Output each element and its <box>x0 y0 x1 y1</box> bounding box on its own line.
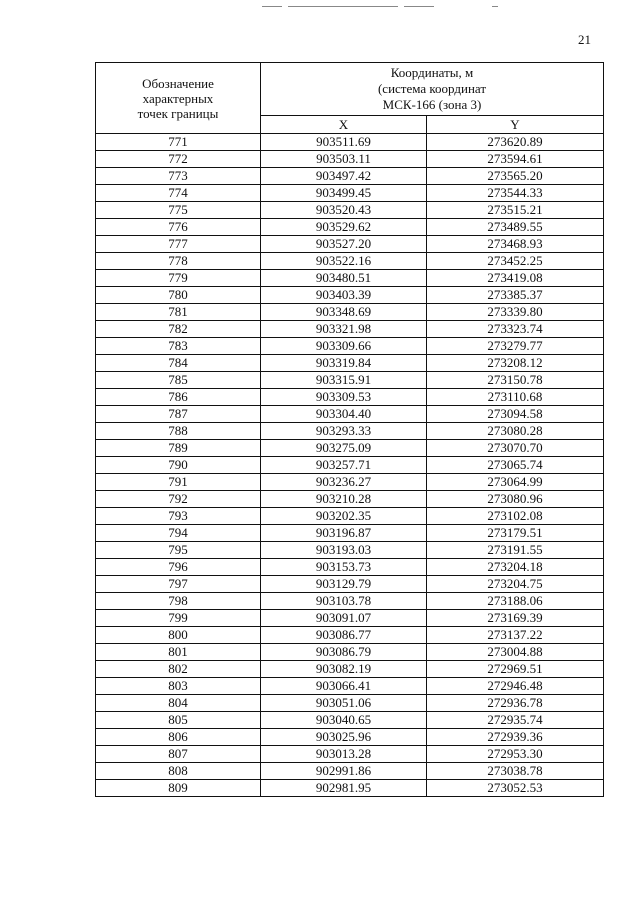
table-row <box>96 542 604 559</box>
table-row <box>96 440 604 457</box>
y-coordinate-cell: 273064.99 <box>427 474 604 491</box>
table-row <box>96 729 604 746</box>
point-id-cell: 798 <box>96 593 261 610</box>
table-row <box>96 525 604 542</box>
y-coordinate-cell: 273102.08 <box>427 508 604 525</box>
x-coordinate-cell: 903040.65 <box>261 712 427 729</box>
point-id-cell: 803 <box>96 678 261 695</box>
table-row <box>96 185 604 202</box>
table-row <box>96 678 604 695</box>
table-row <box>96 491 604 508</box>
y-coordinate-cell: 273204.18 <box>427 559 604 576</box>
table-row <box>96 321 604 338</box>
x-coordinate-cell: 903348.69 <box>261 304 427 321</box>
y-coordinate-cell: 273594.61 <box>427 151 604 168</box>
table-row <box>96 695 604 712</box>
table-row <box>96 372 604 389</box>
table-row <box>96 661 604 678</box>
x-coordinate-cell: 902991.86 <box>261 763 427 780</box>
table-row <box>96 559 604 576</box>
x-coordinate-cell: 903091.07 <box>261 610 427 627</box>
x-coordinate-cell: 903503.11 <box>261 151 427 168</box>
y-coordinate-cell: 273137.22 <box>427 627 604 644</box>
x-coordinate-cell: 903210.28 <box>261 491 427 508</box>
x-coordinate-cell: 903196.87 <box>261 525 427 542</box>
y-coordinate-cell: 273188.06 <box>427 593 604 610</box>
y-coordinate-cell: 273208.12 <box>427 355 604 372</box>
point-id-cell: 802 <box>96 661 261 678</box>
point-id-cell: 778 <box>96 253 261 270</box>
y-coordinate-cell: 272969.51 <box>427 661 604 678</box>
x-coordinate-cell: 903086.77 <box>261 627 427 644</box>
table-body <box>96 134 604 797</box>
y-coordinate-cell: 273385.37 <box>427 287 604 304</box>
x-coordinate-cell: 903321.98 <box>261 321 427 338</box>
table-row <box>96 474 604 491</box>
point-id-cell: 807 <box>96 746 261 763</box>
y-coordinate-cell: 273070.70 <box>427 440 604 457</box>
table-row <box>96 457 604 474</box>
point-id-cell: 799 <box>96 610 261 627</box>
table-row <box>96 355 604 372</box>
table-row <box>96 423 604 440</box>
x-coordinate-cell: 903522.16 <box>261 253 427 270</box>
x-coordinate-cell: 903086.79 <box>261 644 427 661</box>
scan-artifact-line <box>262 6 282 7</box>
table-row <box>96 593 604 610</box>
y-coordinate-cell: 273468.93 <box>427 236 604 253</box>
table-row <box>96 236 604 253</box>
x-coordinate-cell: 902981.95 <box>261 780 427 797</box>
y-coordinate-cell: 273110.68 <box>427 389 604 406</box>
y-coordinate-cell: 273052.53 <box>427 780 604 797</box>
point-id-cell: 800 <box>96 627 261 644</box>
x-coordinate-cell: 903499.45 <box>261 185 427 202</box>
x-coordinate-cell: 903236.27 <box>261 474 427 491</box>
point-id-cell: 795 <box>96 542 261 559</box>
point-id-cell: 777 <box>96 236 261 253</box>
table-row <box>96 763 604 780</box>
point-id-cell: 772 <box>96 151 261 168</box>
point-id-cell: 789 <box>96 440 261 457</box>
point-id-cell: 783 <box>96 338 261 355</box>
x-coordinate-cell: 903304.40 <box>261 406 427 423</box>
y-coordinate-cell: 273339.80 <box>427 304 604 321</box>
x-coordinate-cell: 903066.41 <box>261 678 427 695</box>
point-id-cell: 788 <box>96 423 261 440</box>
y-coordinate-cell: 273094.58 <box>427 406 604 423</box>
point-id-cell: 779 <box>96 270 261 287</box>
y-coordinate-cell: 273620.89 <box>427 134 604 151</box>
y-coordinate-cell: 273169.39 <box>427 610 604 627</box>
point-id-cell: 780 <box>96 287 261 304</box>
x-coordinate-cell: 903315.91 <box>261 372 427 389</box>
table-row <box>96 508 604 525</box>
x-coordinate-cell: 903129.79 <box>261 576 427 593</box>
header-x: X <box>261 116 427 134</box>
point-id-cell: 771 <box>96 134 261 151</box>
point-id-cell: 774 <box>96 185 261 202</box>
x-coordinate-cell: 903025.96 <box>261 729 427 746</box>
table-row <box>96 287 604 304</box>
x-coordinate-cell: 903103.78 <box>261 593 427 610</box>
scan-artifact-line <box>404 6 434 7</box>
y-coordinate-cell: 272935.74 <box>427 712 604 729</box>
table-row <box>96 253 604 270</box>
header-point-designation: Обозначение характерных точек границы <box>96 63 261 134</box>
point-id-cell: 787 <box>96 406 261 423</box>
y-coordinate-cell: 273323.74 <box>427 321 604 338</box>
y-coordinate-cell: 273065.74 <box>427 457 604 474</box>
y-coordinate-cell: 273544.33 <box>427 185 604 202</box>
point-id-cell: 793 <box>96 508 261 525</box>
x-coordinate-cell: 903511.69 <box>261 134 427 151</box>
point-id-cell: 776 <box>96 219 261 236</box>
point-id-cell: 786 <box>96 389 261 406</box>
table-row <box>96 406 604 423</box>
x-coordinate-cell: 903529.62 <box>261 219 427 236</box>
x-coordinate-cell: 903309.53 <box>261 389 427 406</box>
point-id-cell: 801 <box>96 644 261 661</box>
table-row <box>96 304 604 321</box>
header-coordinates: Координаты, м (система координат МСК-166 (зона 3) <box>261 63 604 116</box>
x-coordinate-cell: 903193.03 <box>261 542 427 559</box>
y-coordinate-cell: 273489.55 <box>427 219 604 236</box>
table-row <box>96 168 604 185</box>
y-coordinate-cell: 273038.78 <box>427 763 604 780</box>
y-coordinate-cell: 273452.25 <box>427 253 604 270</box>
x-coordinate-cell: 903480.51 <box>261 270 427 287</box>
table-row <box>96 202 604 219</box>
y-coordinate-cell: 273419.08 <box>427 270 604 287</box>
point-id-cell: 806 <box>96 729 261 746</box>
y-coordinate-cell: 272936.78 <box>427 695 604 712</box>
x-coordinate-cell: 903202.35 <box>261 508 427 525</box>
x-coordinate-cell: 903082.19 <box>261 661 427 678</box>
point-id-cell: 796 <box>96 559 261 576</box>
table-row <box>96 712 604 729</box>
point-id-cell: 805 <box>96 712 261 729</box>
point-id-cell: 782 <box>96 321 261 338</box>
table-row <box>96 644 604 661</box>
point-id-cell: 804 <box>96 695 261 712</box>
y-coordinate-cell: 273004.88 <box>427 644 604 661</box>
y-coordinate-cell: 272939.36 <box>427 729 604 746</box>
x-coordinate-cell: 903520.43 <box>261 202 427 219</box>
table-row <box>96 270 604 287</box>
y-coordinate-cell: 273150.78 <box>427 372 604 389</box>
table-row <box>96 151 604 168</box>
table-row <box>96 389 604 406</box>
y-coordinate-cell: 273179.51 <box>427 525 604 542</box>
point-id-cell: 809 <box>96 780 261 797</box>
table-row <box>96 610 604 627</box>
y-coordinate-cell: 273191.55 <box>427 542 604 559</box>
table-row <box>96 576 604 593</box>
point-id-cell: 781 <box>96 304 261 321</box>
page-number: 21 <box>578 32 591 47</box>
point-id-cell: 784 <box>96 355 261 372</box>
x-coordinate-cell: 903527.20 <box>261 236 427 253</box>
point-id-cell: 797 <box>96 576 261 593</box>
point-id-cell: 773 <box>96 168 261 185</box>
x-coordinate-cell: 903257.71 <box>261 457 427 474</box>
table-row <box>96 780 604 797</box>
point-id-cell: 775 <box>96 202 261 219</box>
table-row <box>96 219 604 236</box>
table-row <box>96 338 604 355</box>
table-row <box>96 746 604 763</box>
scan-artifact-line <box>288 6 398 7</box>
y-coordinate-cell: 273204.75 <box>427 576 604 593</box>
point-id-cell: 792 <box>96 491 261 508</box>
x-coordinate-cell: 903275.09 <box>261 440 427 457</box>
coordinates-table <box>95 62 604 797</box>
x-coordinate-cell: 903293.33 <box>261 423 427 440</box>
y-coordinate-cell: 273515.21 <box>427 202 604 219</box>
y-coordinate-cell: 273080.28 <box>427 423 604 440</box>
y-coordinate-cell: 272946.48 <box>427 678 604 695</box>
y-coordinate-cell: 273565.20 <box>427 168 604 185</box>
x-coordinate-cell: 903497.42 <box>261 168 427 185</box>
x-coordinate-cell: 903309.66 <box>261 338 427 355</box>
x-coordinate-cell: 903051.06 <box>261 695 427 712</box>
scan-artifact-line <box>492 6 498 7</box>
x-coordinate-cell: 903403.39 <box>261 287 427 304</box>
table-row <box>96 134 604 151</box>
y-coordinate-cell: 273080.96 <box>427 491 604 508</box>
y-coordinate-cell: 273279.77 <box>427 338 604 355</box>
point-id-cell: 791 <box>96 474 261 491</box>
header-y: Y <box>427 116 604 134</box>
x-coordinate-cell: 903013.28 <box>261 746 427 763</box>
point-id-cell: 794 <box>96 525 261 542</box>
table-header-row <box>96 63 604 116</box>
y-coordinate-cell: 272953.30 <box>427 746 604 763</box>
point-id-cell: 785 <box>96 372 261 389</box>
table-row <box>96 627 604 644</box>
point-id-cell: 808 <box>96 763 261 780</box>
x-coordinate-cell: 903319.84 <box>261 355 427 372</box>
x-coordinate-cell: 903153.73 <box>261 559 427 576</box>
point-id-cell: 790 <box>96 457 261 474</box>
